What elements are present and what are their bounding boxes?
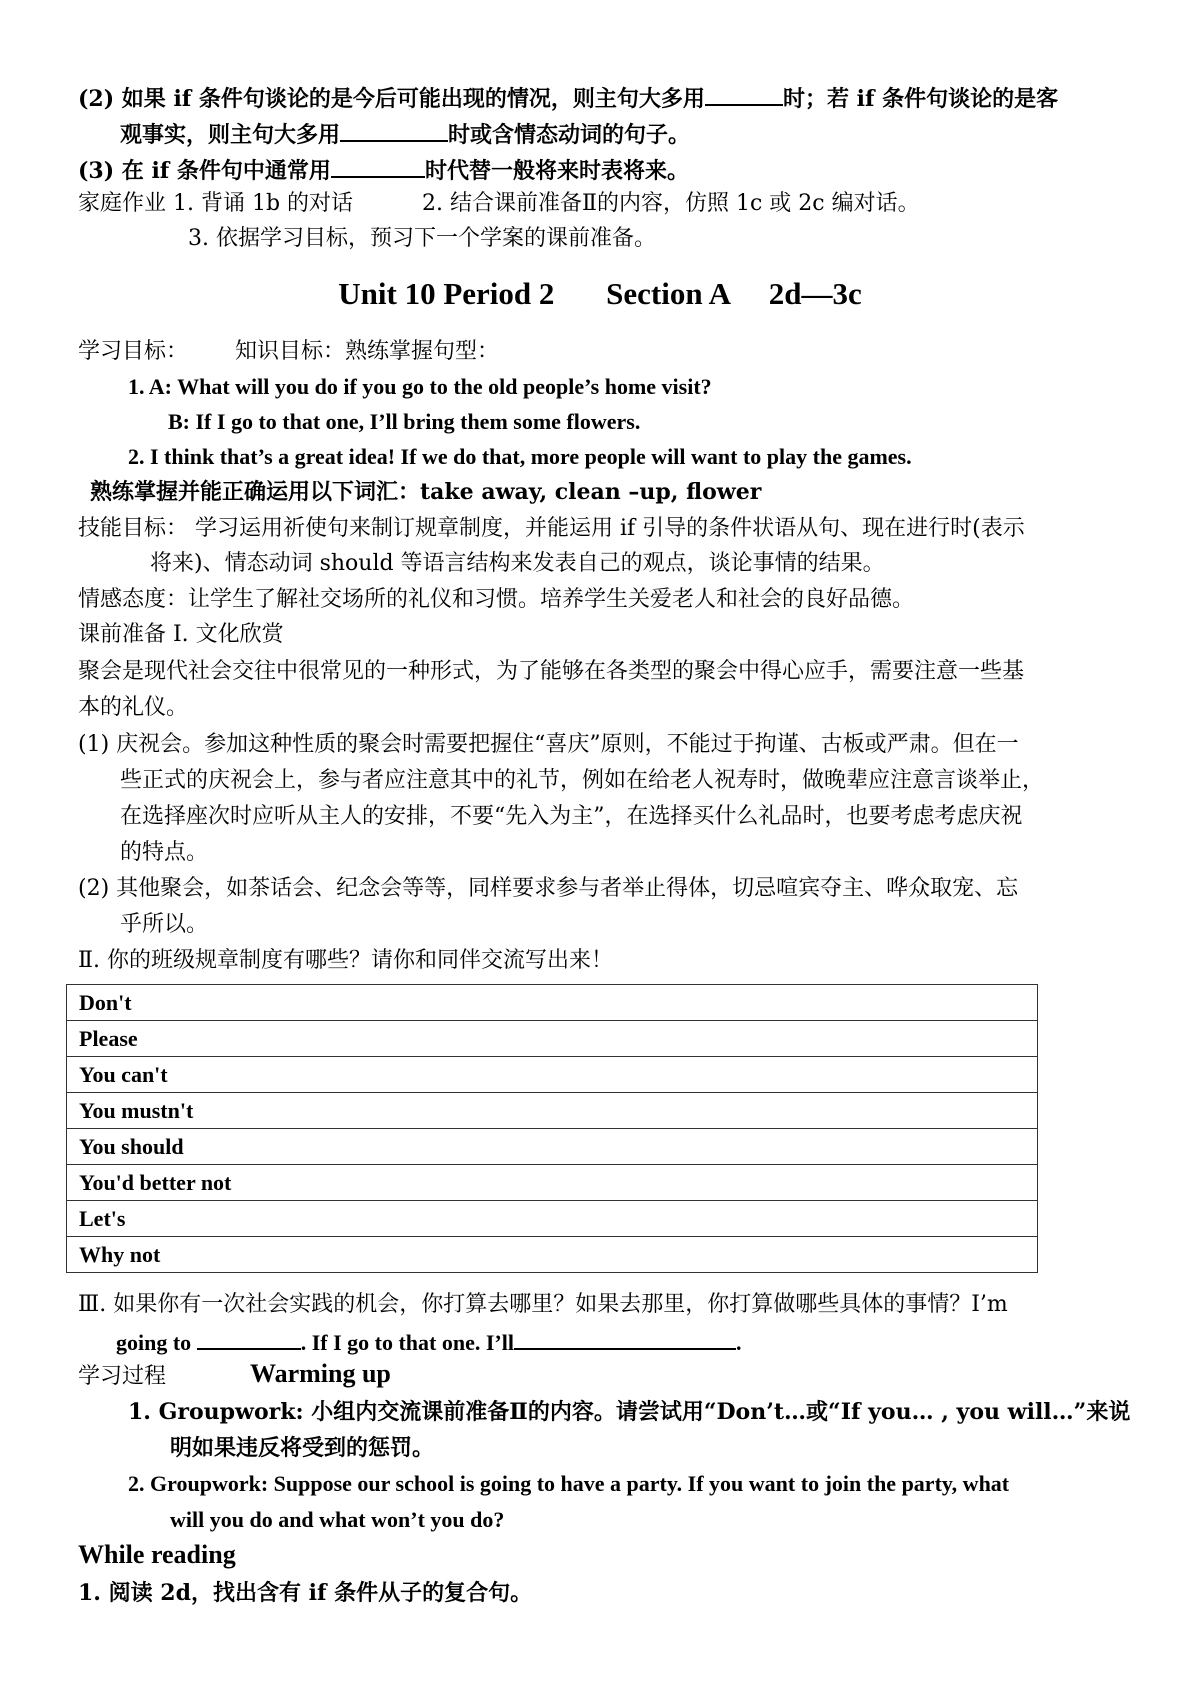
rule-cell[interactable]: You mustn't: [67, 1093, 1038, 1129]
reading-task-1: 1. 阅读 2d，找出含有 if 条件从子的复合句。: [78, 1580, 533, 1606]
culture-item-1: (1) 庆祝会。参加这种性质的聚会时需要把握住“喜庆”原则，不能过于拘谨、古板或严肃。但在一: [78, 732, 1019, 757]
groupwork-1: 1. Groupwork: 小组内交流课前准备Ⅱ的内容。请尝试用“Don’t…或“If you… , you will…”来说: [128, 1399, 1131, 1425]
text: 时代替一般将来时表将来。: [424, 158, 689, 184]
rule-cell[interactable]: You can't: [67, 1057, 1038, 1093]
class-rules-question: Ⅱ. 你的班级规章制度有哪些？请你和同伴交流写出来！: [78, 948, 613, 973]
table-row[interactable]: [67, 1165, 1038, 1201]
rule-cell[interactable]: You should: [67, 1129, 1038, 1165]
rule-cell[interactable]: Don't: [67, 985, 1038, 1021]
page-title: [0, 276, 1200, 312]
table-row[interactable]: [67, 1129, 1038, 1165]
rule-cell[interactable]: Please: [67, 1021, 1038, 1057]
grammar-note-2-cont: [120, 118, 690, 150]
grammar-note-3: [78, 154, 689, 186]
sentence-1a: 1. A: What will you do if you go to the old people’s home visit?: [128, 374, 712, 399]
homework-item-2: 2. 结合课前准备Ⅱ的内容，仿照 1c 或 2c 编对话。: [422, 191, 920, 216]
social-practice-question: Ⅲ. 如果你有一次社会实践的机会，你打算去哪里？如果去那里，你打算做哪些具体的事情？I’m: [78, 1292, 1008, 1317]
culture-item-1-cont: 些正式的庆祝会上，参与者应注意其中的礼节，例如在给老人祝寿时，做晚辈应注意言谈举止，: [120, 768, 1045, 793]
rule-cell[interactable]: Let's: [67, 1201, 1038, 1237]
title-unit: Unit 10 Period 2: [338, 276, 555, 311]
skill-goal: 技能目标： 学习运用祈使句来制订规章制度，并能运用 if 引导的条件状语从句、现在进行时(表示: [78, 516, 1025, 541]
vocab-goal: 熟练掌握并能正确运用以下词汇：take away, clean –up, flower: [90, 479, 762, 505]
text: 时或含情态动词的句子。: [448, 122, 691, 148]
prep-heading: 课前准备 Ⅰ. 文化欣赏: [78, 622, 284, 647]
text: (2) 如果 if 条件句谈论的是今后可能出现的情况，则主句大多用: [78, 86, 705, 112]
culture-item-1-cont: 在选择座次时应听从主人的安排，不要“先入为主”，在选择买什么礼品时，也要考虑考虑庆祝: [120, 804, 1023, 829]
table-row[interactable]: [67, 985, 1038, 1021]
culture-paragraph: 聚会是现代社会交往中很常见的一种形式，为了能够在各类型的聚会中得心应手，需要注意一些基: [78, 659, 1025, 684]
groupwork-2: 2. Groupwork: Suppose our school is going to have a party. If you want to join the party, what: [128, 1471, 1010, 1496]
text: (3) 在 if 条件句中通常用: [78, 158, 331, 184]
culture-item-2: (2) 其他聚会，如茶话会、纪念会等等，同样要求参与者举止得体，切忌喧宾夺主、哗众取宠、忘: [78, 876, 1019, 901]
text: . If I go to that one. I’ll: [300, 1330, 514, 1355]
while-reading-heading: While reading: [78, 1540, 236, 1569]
sentence-2: 2. I think that’s a great idea! If we do that, more people will want to play the games.: [128, 444, 912, 469]
process-heading: [78, 1362, 166, 1392]
table-row[interactable]: [67, 1237, 1038, 1273]
culture-item-1-cont: 的特点。: [120, 840, 209, 865]
homework-item-3: 3. 依据学习目标，预习下一个学案的课前准备。: [188, 226, 656, 251]
groupwork-2-cont: will you do and what won’t you do?: [170, 1507, 505, 1532]
text: 知识目标：熟练掌握句型：: [235, 339, 500, 364]
grammar-note-2: [78, 82, 1058, 114]
text: .: [735, 1330, 742, 1355]
fill-blank[interactable]: [514, 1326, 736, 1350]
rule-cell[interactable]: Why not: [67, 1237, 1038, 1273]
title-range: 2d—3c: [768, 276, 862, 311]
culture-paragraph-cont: 本的礼仪。: [78, 695, 189, 720]
homework-item-1: 家庭作业 1. 背诵 1b 的对话: [78, 191, 354, 216]
table-row[interactable]: [67, 1201, 1038, 1237]
text: 观事实，则主句大多用: [120, 122, 341, 148]
fill-blank[interactable]: [331, 154, 425, 178]
goals-heading: [78, 337, 499, 367]
social-practice-answer: [116, 1326, 741, 1358]
groupwork-1-cont: 明如果违反将受到的惩罚。: [170, 1435, 435, 1461]
table-row[interactable]: [67, 1021, 1038, 1057]
homework: [78, 189, 920, 219]
text: 时；若 if 条件句谈论的是客: [782, 86, 1059, 112]
text: going to: [116, 1330, 192, 1355]
skill-goal-cont: 将来)、情态动词 should 等语言结构来发表自己的观点，谈论事情的结果。: [150, 551, 885, 576]
text: 学习过程: [78, 1364, 167, 1389]
class-rules-table: [66, 984, 1038, 1273]
emotion-goal: 情感态度：让学生了解社交场所的礼仪和习惯。培养学生关爱老人和社会的良好品德。: [78, 587, 915, 612]
fill-blank[interactable]: [340, 118, 448, 142]
fill-blank[interactable]: [705, 82, 783, 106]
text: 学习目标：: [78, 339, 189, 364]
warming-up-heading: Warming up: [250, 1359, 391, 1388]
table-row[interactable]: [67, 1093, 1038, 1129]
rule-cell[interactable]: You'd better not: [67, 1165, 1038, 1201]
table-row[interactable]: [67, 1057, 1038, 1093]
fill-blank[interactable]: [197, 1326, 301, 1350]
title-section: Section A: [606, 276, 731, 311]
sentence-1b: B: If I go to that one, I’ll bring them some flowers.: [168, 409, 641, 434]
culture-item-2-cont: 乎所以。: [120, 912, 209, 937]
